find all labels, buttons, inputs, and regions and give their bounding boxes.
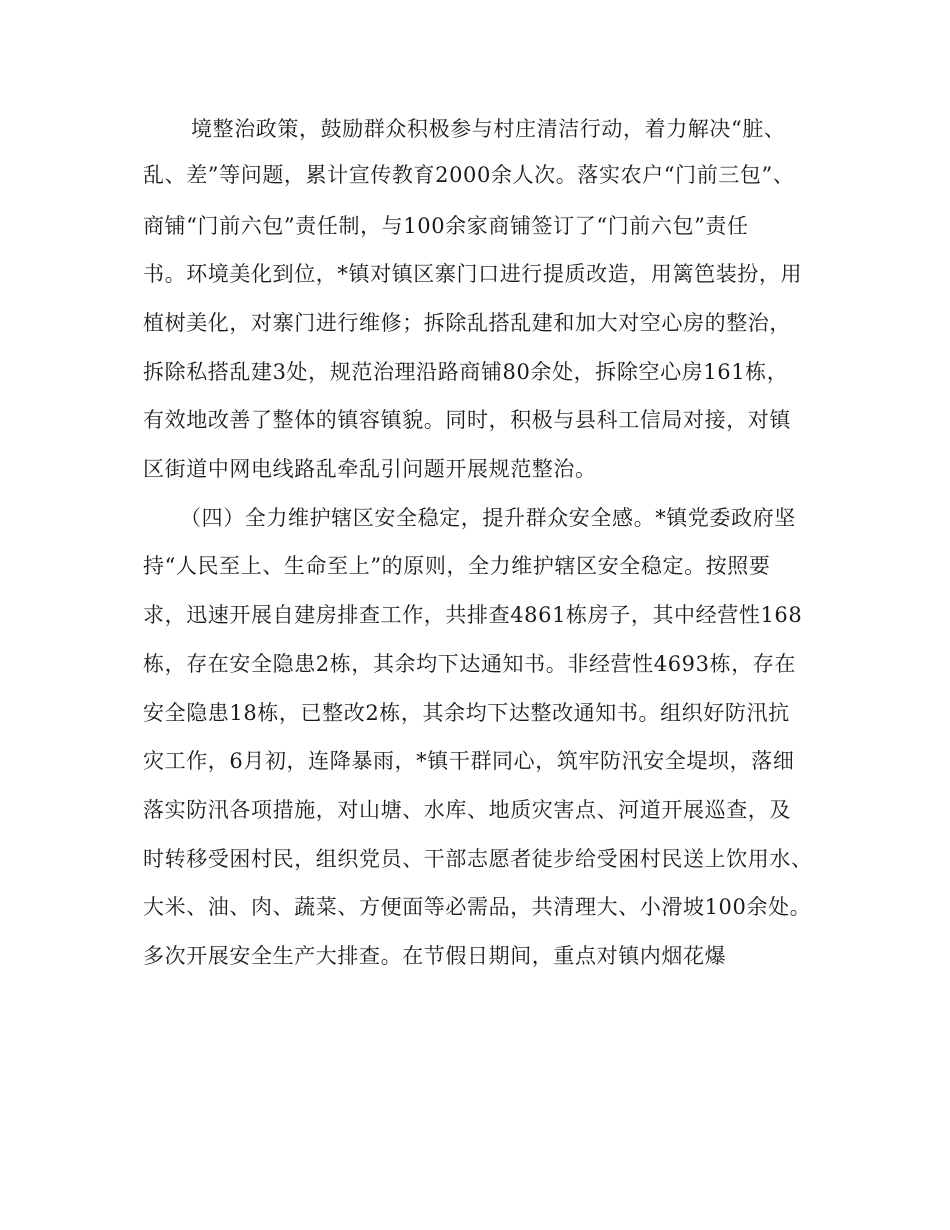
text-line-10: 持“人民至上、生命至上”的原则，全力维护辖区安全稳定。按照要 (143, 554, 771, 578)
text-line-12: 栋，存在安全隐患2栋，其余均下达通知书。非经营性4693栋，存在 (143, 652, 797, 676)
text-line-7: 有效地改善了整体的镇容镇貌。同时，积极与县科工信局对接，对镇 (143, 408, 791, 432)
text-line-9: （四）全力维护辖区安全稳定，提升群众安全感。*镇党委政府坚 (180, 506, 796, 530)
text-line-17: 大米、油、肉、蔬菜、方便面等必需品，共清理大、小滑坡100余处。 (143, 895, 812, 919)
text-line-6: 拆除私搭乱建3处，规范治理沿路商铺80余处，拆除空心房161栋， (143, 360, 789, 384)
text-line-2: 乱、差”等问题，累计宣传教育2000余人次。落实农户“门前三包”、 (143, 163, 795, 187)
text-line-8: 区街道中网电线路乱牵乱引问题开展规范整治。 (143, 457, 597, 481)
text-line-1: 境整治政策，鼓励群众积极参与村庄清洁行动，着力解决“脏、 (191, 117, 786, 141)
text-line-4: 书。环境美化到位，*镇对镇区寨门口进行提质改造，用篱笆装扮，用 (143, 262, 803, 286)
text-line-13: 安全隐患18栋，已整改2栋，其余均下达整改通知书。组织好防汛抗 (143, 701, 790, 725)
text-line-14: 灾工作，6月初，连降暴雨，*镇干群同心，筑牢防汛安全堤坝，落细 (143, 749, 795, 773)
text-line-16: 时转移受困村民，组织党员、干部志愿者徒步给受困村民送上饮用水、 (143, 847, 813, 871)
text-line-5: 植树美化，对寨门进行维修；拆除乱搭乱建和加大对空心房的整治， (143, 311, 791, 335)
text-line-15: 落实防汛各项措施，对山塘、水库、地质灾害点、河道开展巡查，及 (143, 798, 791, 822)
text-line-18: 多次开展安全生产大排查。在节假日期间，重点对镇内烟花爆 (143, 944, 727, 968)
text-line-11: 求，迅速开展自建房排查工作，共排查4861栋房子，其中经营性168 (143, 603, 803, 627)
text-line-3: 商铺“门前六包”责任制，与100余家商铺签订了“门前六包”责任 (143, 214, 749, 238)
